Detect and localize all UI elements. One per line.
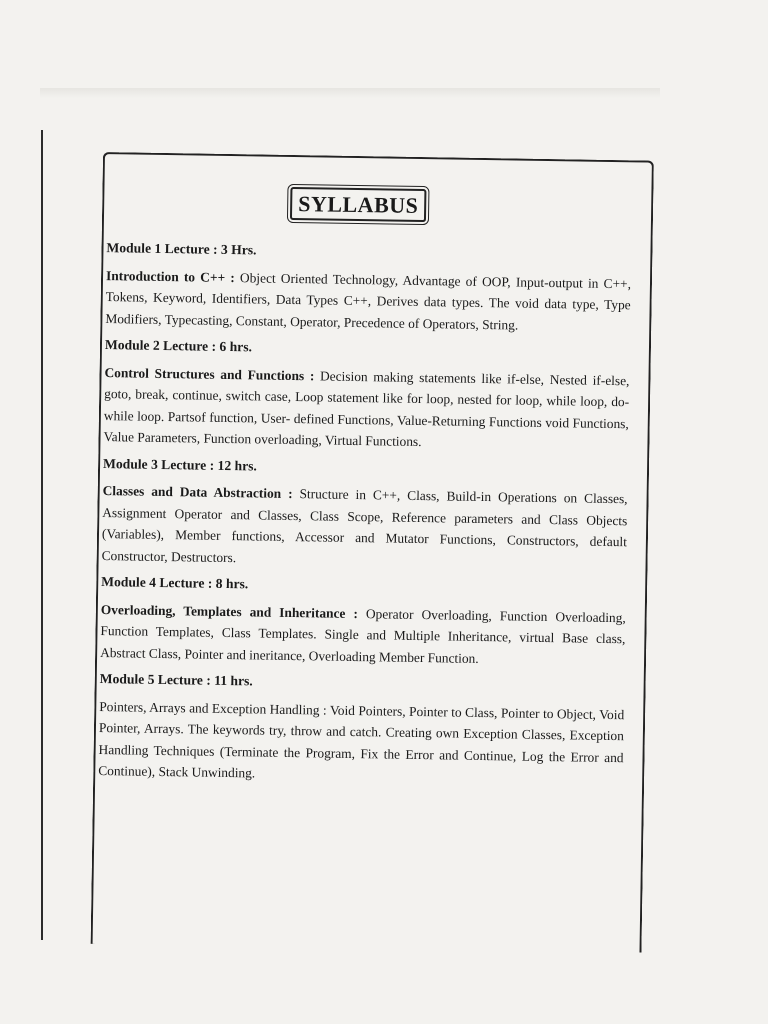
module-5-body	[98, 696, 624, 790]
module-4-heading: Module 4 Lecture : 8 hrs.	[101, 574, 249, 592]
module-1-topic: Introduction to C++ :	[105, 267, 235, 285]
module-2-body	[103, 362, 629, 456]
module-4-description: Operator Overloading, Function Overloading, Function Templates, Class Templates. Single and Multiple Inheritance, virtual Base class, Abstract Class, Pointer and ineritance, Overloading Member Function.	[100, 605, 626, 666]
module-1-body	[105, 265, 631, 338]
module-3-description: Structure in C++, Class, Build-in Operations on Classes, Assignment Operator and Classes, Class Scope, Reference parameters and Class Objects (Variables), Member functions, Accessor and Mutator Functions, Constructors, default Constructor, Destructors.	[101, 486, 628, 565]
module-3-body	[101, 480, 627, 574]
module-1-heading: Module 1 Lecture : 3 Hrs.	[106, 240, 257, 258]
module-5-heading: Module 5 Lecture : 11 hrs.	[99, 671, 253, 689]
module-2-heading: Module 2 Lecture : 6 hrs.	[104, 337, 253, 355]
page-title: SYLLABUS	[290, 187, 427, 222]
syllabus-content	[98, 237, 632, 795]
module-5-description: Pointers, Arrays and Exception Handling : Void Pointers, Pointer to Class, Pointer to Object, Void Pointer, Arrays. The keywords try, throw and catch. Creating own Exception Classes, Exception Handling Techniques (Terminate the Program, Fix the Error and Continue, Log the Error and Continue), Stack Unwinding.	[98, 698, 625, 781]
module-3-topic: Classes and Data Abstraction :	[102, 483, 293, 502]
scan-shadow	[40, 88, 660, 98]
module-2-topic: Control Structures and Functions :	[104, 364, 315, 383]
page-edge-line	[41, 130, 43, 940]
module-1-description: Object Oriented Technology, Advantage of OOP, Input-output in C++, Tokens, Keyword, Identifiers, Data Types C++, Derives data types. The void data type, Type Modifiers, Typecasting, Constant, Operator, Precedence of Operators, String.	[105, 269, 632, 333]
module-3-heading: Module 3 Lecture : 12 hrs.	[102, 455, 258, 473]
syllabus-frame	[91, 152, 654, 953]
module-2-description: Decision making statements like if-else, Nested if-else, goto, break, continue, switch case, Loop statement like for loop, nested for loop, while loop, do-while loop. Partsof function, User- defined Functions, Value-Returning Functions void Functions, Value Parameters, Function overloading, Virtual Functions.	[103, 367, 630, 450]
module-4-body	[100, 599, 626, 672]
module-4-topic: Overloading, Templates and Inheritance :	[100, 601, 359, 621]
